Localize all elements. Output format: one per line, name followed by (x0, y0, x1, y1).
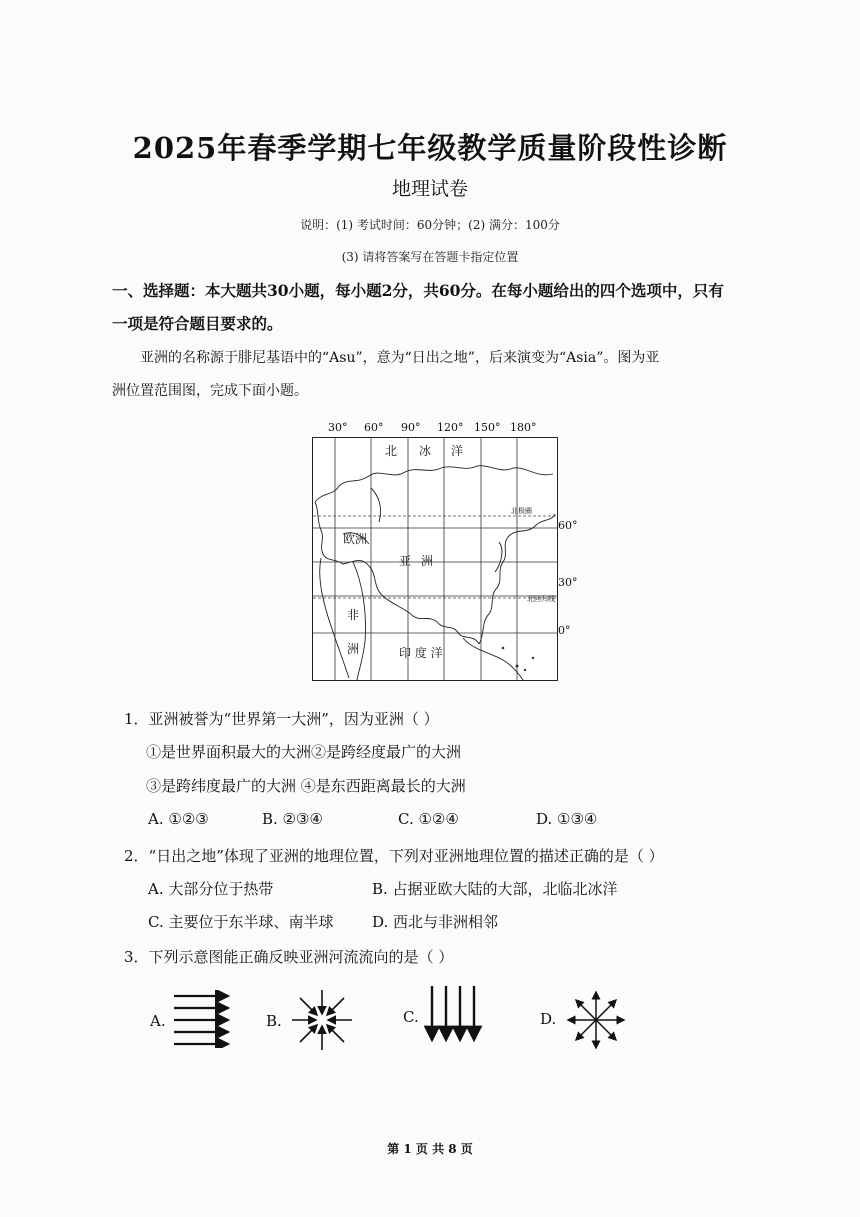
question-1-stem: 1．亚洲被誉为“世界第一大洲”，因为亚洲（ ） (124, 710, 439, 728)
section-heading-line1: 一、选择题：本大题共30小题，每小题2分，共60分。在每小题给出的四个选项中，只有 (112, 281, 724, 300)
asia-location-map (312, 437, 558, 681)
question-3-option-c[interactable]: C. (403, 1008, 419, 1026)
question-3-option-a[interactable]: A. (150, 1012, 166, 1030)
question-1-statement-1: ①是世界面积最大的大洲②是跨经度最广的大洲 (146, 743, 462, 761)
page-number: 第 1 页 共 8 页 (387, 1142, 473, 1156)
map-label-indian-ocean: 印 度 洋 (399, 646, 443, 660)
question-2-stem: 2．“日出之地”体现了亚洲的地理位置，下列对亚洲地理位置的描述正确的是（ ） (124, 847, 664, 865)
map-label-arctic-circle: 北极圈 (511, 507, 532, 515)
exam-title: 2025年春季学期七年级教学质量阶段性诊断 (132, 131, 728, 165)
intro-line2: 洲位置范围图，完成下面小题。 (112, 383, 308, 399)
question-1-option-c[interactable]: C. ①②④ (398, 810, 459, 828)
map-label-bei: 北 (385, 444, 398, 458)
exam-note-line2: (3) 请将答案写在答题卡指定位置 (341, 250, 519, 264)
map-label-bing: 冰 (419, 444, 432, 458)
intro-line1: 亚洲的名称源于腓尼基语中的“Asu”，意为“日出之地”，后来演变为“Asia”。图为亚 (140, 350, 660, 366)
map-label-tropic: 北回归线 (527, 595, 555, 603)
question-1-option-d[interactable]: D. ①③④ (536, 810, 598, 828)
longitude-label-120: 120° (437, 421, 464, 434)
longitude-label-60: 60° (364, 421, 384, 434)
outward-radiating-arrows-icon (564, 988, 628, 1052)
question-3-stem: 3．下列示意图能正确反映亚洲河流流向的是（ ） (124, 948, 454, 966)
question-2-option-c[interactable]: C. 主要位于东半球、南半球 (148, 913, 334, 931)
inward-converging-arrows-icon (290, 988, 354, 1052)
map-label-ya: 亚 (399, 554, 412, 568)
longitude-label-180: 180° (510, 421, 537, 434)
map-label-fzhou: 洲 (347, 642, 360, 656)
latitude-label-60: 60° (558, 519, 578, 532)
exam-note-line1: 说明：(1) 考试时间：60分钟；(2) 满分：100分 (300, 218, 560, 232)
map-label-yang: 洋 (451, 444, 464, 458)
question-1-option-b[interactable]: B. ②③④ (262, 810, 323, 828)
parallel-horizontal-arrows-icon (172, 990, 236, 1048)
parallel-downward-arrows-icon (424, 984, 484, 1048)
question-2-option-b[interactable]: B. 占据亚欧大陆的大部，北临北冰洋 (372, 880, 618, 898)
question-3-option-d[interactable]: D. (540, 1010, 557, 1028)
question-2-option-d[interactable]: D. 西北与非洲相邻 (372, 913, 499, 931)
longitude-label-30: 30° (328, 421, 348, 434)
longitude-label-150: 150° (474, 421, 501, 434)
map-label-zhou: 洲 (421, 554, 434, 568)
exam-subject: 地理试卷 (391, 178, 468, 200)
latitude-label-0: 0° (558, 624, 571, 637)
question-1-option-a[interactable]: A. ①②③ (148, 810, 209, 828)
latitude-label-30: 30° (558, 576, 578, 589)
question-1-statement-2: ③是跨纬度最广的大洲 ④是东西距离最长的大洲 (146, 777, 466, 795)
question-2-option-a[interactable]: A. 大部分位于热带 (148, 880, 274, 898)
map-label-europe: 欧洲 (343, 532, 368, 546)
longitude-label-90: 90° (401, 421, 421, 434)
map-label-fei: 非 (347, 608, 360, 622)
section-heading-line2: 一项是符合题目要求的。 (112, 314, 283, 333)
question-3-option-b[interactable]: B. (266, 1012, 282, 1030)
